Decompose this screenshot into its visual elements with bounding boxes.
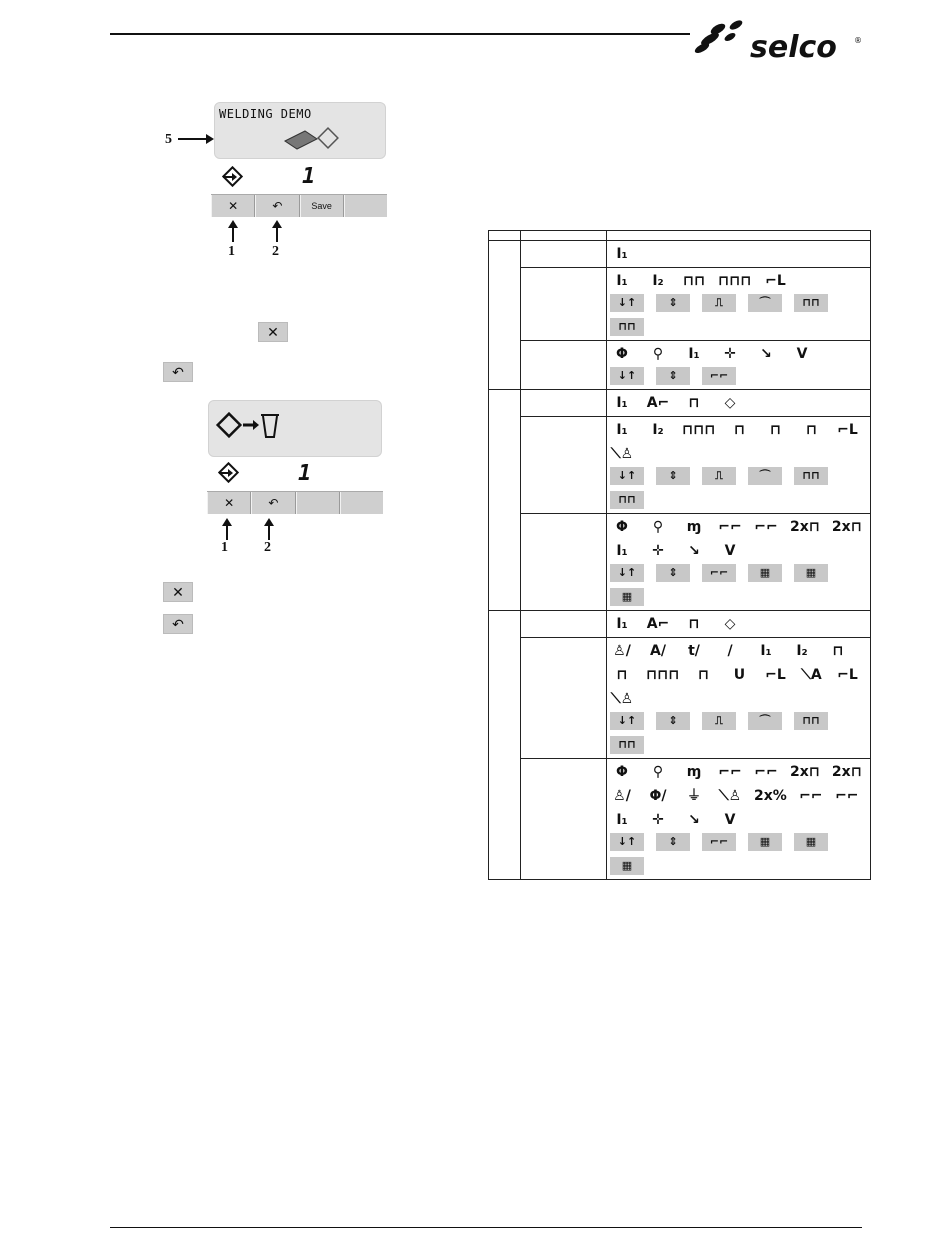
function-icon: ⇕ <box>656 564 690 582</box>
function-icon: ⌒ <box>748 294 782 312</box>
enter-icon <box>222 166 244 193</box>
parameter-icon: Φ <box>616 764 628 780</box>
svg-text:selco: selco <box>750 30 837 65</box>
parameter-icon: 2x⊓ <box>790 764 820 780</box>
table-row <box>489 268 871 341</box>
table-row <box>489 417 871 514</box>
parameter-icon: ⌐⌐ <box>835 788 859 804</box>
parameter-icon: ↘ <box>760 346 772 362</box>
softkey-bar-1 <box>211 194 387 217</box>
parameter-icon: ⌐⌐ <box>754 519 778 535</box>
delete-symbol-icon <box>215 411 285 450</box>
function-icon: ↓↑ <box>610 294 644 312</box>
function-icon: ⇕ <box>656 833 690 851</box>
function-icon: ⊓⊓ <box>794 467 828 485</box>
parameter-icon: 2x⊓ <box>831 764 862 780</box>
table-row <box>489 241 871 268</box>
svg-text:®: ® <box>854 36 862 45</box>
function-icon: ↓↑ <box>610 833 644 851</box>
parameter-icon: I₁ <box>688 346 700 362</box>
parameter-icon: ɱ <box>686 519 702 535</box>
memory-card-icon <box>283 127 341 156</box>
cancel-softkey[interactable] <box>211 195 255 217</box>
function-icon: ↓↑ <box>610 367 644 385</box>
function-icon: ⌒ <box>748 467 782 485</box>
callout-arrow-1 <box>232 226 234 242</box>
function-icon: ▦ <box>610 588 644 606</box>
function-icon: ↓↑ <box>610 564 644 582</box>
function-icon: ⇕ <box>656 467 690 485</box>
parameter-icon: ⏚ <box>687 788 701 804</box>
parameter-icon: I₁ <box>760 643 772 659</box>
callout-arrow-1 <box>226 524 228 540</box>
parameter-icon: ✛ <box>724 346 736 362</box>
lcd-display-demo <box>214 102 386 159</box>
parameter-icon: A/ <box>650 643 666 659</box>
callout-2: 2 <box>272 244 279 259</box>
parameter-icon: I₁ <box>616 395 628 411</box>
parameter-icon: A⌐ <box>646 395 670 411</box>
parameter-icon: ⟍A <box>801 667 822 683</box>
function-icon: ⌐⌐ <box>702 367 736 385</box>
parameter-icon: V <box>796 346 808 362</box>
parameter-icon: V <box>724 812 736 828</box>
parameter-icon: ⟍♙ <box>610 691 634 707</box>
parameter-icon: A⌐ <box>646 616 670 632</box>
parameter-icon: ⌐L <box>765 273 786 289</box>
parameter-icon: ♙/ <box>613 788 631 804</box>
parameter-icon: ⌐⌐ <box>799 788 823 804</box>
parameter-icon: ✛ <box>652 812 664 828</box>
parameter-icon: I₂ <box>796 643 808 659</box>
parameter-icon: I₂ <box>652 422 664 438</box>
selector-value: 1 <box>302 164 316 189</box>
parameter-icon: ◇ <box>724 395 736 411</box>
parameter-icon: ⌐⌐ <box>718 519 742 535</box>
parameter-icon: 2x⊓ <box>831 519 862 535</box>
table-row <box>489 611 871 638</box>
selector-value: 1 <box>298 461 312 486</box>
undo-softkey[interactable] <box>251 492 295 514</box>
table-row <box>489 759 871 880</box>
table-row <box>489 341 871 390</box>
parameter-icon: I₂ <box>652 273 664 289</box>
parameter-icon: ↘ <box>688 812 700 828</box>
undo-key-icon: ↶ <box>163 362 193 382</box>
parameter-icon: ⟍♙ <box>718 788 742 804</box>
cancel-icon: ✕ <box>228 199 239 213</box>
empty-softkey[interactable] <box>296 492 340 514</box>
function-icon: ⎍ <box>702 712 736 730</box>
function-icon: ⊓⊓ <box>610 736 644 754</box>
selco-logo <box>690 15 870 65</box>
function-icon: ⇕ <box>656 367 690 385</box>
parameter-icon: ⊓ <box>805 422 818 438</box>
callout-arrow-2 <box>268 524 270 540</box>
callout-2: 2 <box>264 540 271 555</box>
parameter-icon: ⊓⊓⊓ <box>646 667 680 683</box>
parameter-icon: ⊓ <box>832 643 844 659</box>
parameter-icon: ⌐⌐ <box>754 764 778 780</box>
lcd-title: WELDING DEMO <box>219 107 312 121</box>
parameter-icon: t/ <box>688 643 700 659</box>
undo-icon: ↶ <box>268 496 279 510</box>
empty-softkey[interactable] <box>340 492 383 514</box>
enter-icon <box>218 462 240 489</box>
parameter-icon: ⚲ <box>652 764 664 780</box>
function-icon: ▦ <box>610 857 644 875</box>
parameter-icon: ɱ <box>686 764 702 780</box>
parameter-icon: ⚲ <box>652 519 664 535</box>
footer-rule <box>110 1227 862 1228</box>
function-icon: ▦ <box>794 833 828 851</box>
function-icon: ↓↑ <box>610 467 644 485</box>
undo-icon: ↶ <box>272 199 283 213</box>
cancel-key-icon: ✕ <box>163 582 193 602</box>
undo-key-icon: ↶ <box>163 614 193 634</box>
parameter-icon: ⊓ <box>769 422 782 438</box>
parameter-icon: ⚲ <box>652 346 664 362</box>
callout-arrow-5 <box>178 133 214 145</box>
callout-1: 1 <box>221 540 228 555</box>
function-icon: ⇕ <box>656 712 690 730</box>
parameter-icon: I₁ <box>616 246 628 262</box>
table-row <box>489 514 871 611</box>
parameter-icon: ♙/ <box>613 643 631 659</box>
function-icon: ▦ <box>748 833 782 851</box>
lcd-display-delete <box>208 400 382 457</box>
parameter-icon: I₁ <box>616 422 628 438</box>
parameter-icon: ↘ <box>688 543 700 559</box>
cancel-softkey[interactable] <box>207 492 251 514</box>
parameter-icon: ⌐L <box>837 422 858 438</box>
parameter-icon: ⊓ <box>733 422 746 438</box>
parameter-icon: I₁ <box>616 273 628 289</box>
parameter-icon: ⌐⌐ <box>718 764 742 780</box>
function-icon: ⌐⌐ <box>702 833 736 851</box>
parameter-icon: ◇ <box>724 616 736 632</box>
parameter-icon: ⊓ <box>688 616 700 632</box>
parameter-icon: I₁ <box>616 543 628 559</box>
parameter-icon: ⟍♙ <box>610 446 634 462</box>
parameter-icon: Φ/ <box>649 788 667 804</box>
function-icon: ▦ <box>748 564 782 582</box>
function-icon: ⎍ <box>702 467 736 485</box>
function-icon: ⌐⌐ <box>702 564 736 582</box>
undo-softkey[interactable] <box>255 195 299 217</box>
parameter-icon: U <box>733 667 746 683</box>
parameter-icon: / <box>727 643 733 659</box>
parameter-icon: ⊓ <box>688 395 700 411</box>
header-rule <box>110 33 690 35</box>
parameter-icon: ⌐L <box>837 667 858 683</box>
function-icon: ⊓⊓ <box>610 491 644 509</box>
empty-softkey[interactable] <box>344 195 387 217</box>
function-icon: ⊓⊓ <box>794 712 828 730</box>
callout-5: 5 <box>165 132 172 147</box>
callout-1: 1 <box>228 244 235 259</box>
parameter-icon: ⌐L <box>765 667 786 683</box>
cancel-icon: ✕ <box>224 496 235 510</box>
function-icon: ⌒ <box>748 712 782 730</box>
function-icon: ↓↑ <box>610 712 644 730</box>
function-icon: ⊓⊓ <box>794 294 828 312</box>
function-icon: ⊓⊓ <box>610 318 644 336</box>
parameter-icon: ⊓⊓⊓ <box>718 273 752 289</box>
parameter-icon: Φ <box>616 346 628 362</box>
parameter-icon: I₁ <box>616 812 628 828</box>
parameter-icon: ✛ <box>652 543 664 559</box>
function-icon: ▦ <box>794 564 828 582</box>
table-row <box>489 390 871 417</box>
parameter-icon: ⊓ <box>616 667 628 683</box>
cancel-key-icon: ✕ <box>258 322 288 342</box>
softkey-bar-2 <box>207 491 383 514</box>
parameter-icon: ⊓⊓ <box>682 273 706 289</box>
parameter-icon: ⊓ <box>697 667 710 683</box>
parameter-icon: I₁ <box>616 616 628 632</box>
parameter-icon: V <box>724 543 736 559</box>
parameter-icon: Φ <box>616 519 628 535</box>
table-row <box>489 638 871 759</box>
save-label: Save <box>311 201 332 211</box>
parameter-icon: 2x% <box>754 788 787 804</box>
function-icon: ⇕ <box>656 294 690 312</box>
parameter-icon: ⊓⊓⊓ <box>682 422 716 438</box>
parameter-icon: 2x⊓ <box>790 519 820 535</box>
callout-arrow-2 <box>276 226 278 242</box>
function-icon: ⎍ <box>702 294 736 312</box>
save-softkey[interactable] <box>300 195 344 217</box>
parameter-table <box>488 230 871 880</box>
